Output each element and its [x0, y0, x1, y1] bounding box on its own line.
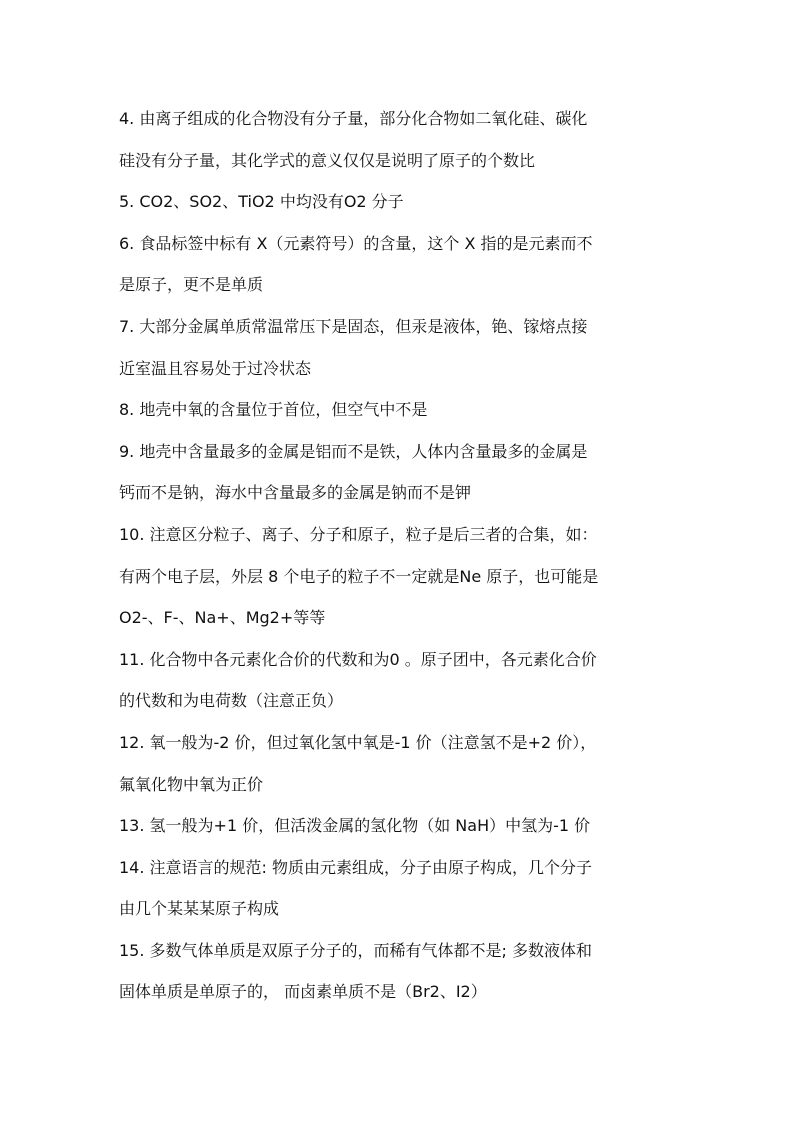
text-line-content: 12. 氧一般为-2 价，但过氧化氢中氧是-1 价（注意氢不是+2 价）， [119, 732, 597, 752]
text-line [119, 312, 685, 354]
text-line [119, 936, 685, 978]
text-line-content: 7. 大部分金属单质常温常压下是固态，但汞是液体，铯、镓熔点接 [119, 316, 588, 336]
text-line-content: 10. 注意区分粒子、离子、分子和原子，粒子是后三者的合集，如： [119, 524, 598, 544]
text-line-content: 15. 多数气体单质是双原子分子的，而稀有气体都不是; 多数液体和 [119, 940, 593, 960]
text-line [119, 770, 685, 812]
text-line-content: 的代数和为电荷数（注意正负） [119, 691, 344, 711]
text-line-content: 6. 食品标签中标有 X（元素符号）的含量，这个 X 指的是元素而不 [119, 233, 593, 253]
text-line-content: 钙而不是钠，海水中含量最多的金属是钠而不是钾 [119, 483, 472, 503]
text-line [119, 977, 685, 1019]
text-line-content: 8. 地壳中氧的含量位于首位，但空气中不是 [119, 400, 428, 420]
text-line-content: O2-、F-、Na+、Mg2+等等 [119, 608, 326, 628]
text-line [119, 146, 685, 188]
text-line-content: 是原子，更不是单质 [119, 275, 264, 295]
text-line [119, 270, 685, 312]
text-line [119, 645, 685, 687]
text-line-content: 5. CO2、SO2、TiO2 中均没有O2 分子 [119, 192, 404, 212]
text-line [119, 478, 685, 520]
text-line [119, 603, 685, 645]
text-line [119, 520, 685, 562]
text-line [119, 104, 685, 146]
text-line-content: 4. 由离子组成的化合物没有分子量，部分化合物如二氧化硅、碳化 [119, 109, 588, 128]
document-body [119, 104, 685, 1019]
text-line [119, 562, 685, 604]
text-line-content: 硅没有分子量，其化学式的意义仅仅是说明了原子的个数比 [119, 150, 536, 170]
text-line-content: 固体单质是单原子的， 而卤素单质不是（Br2、I2） [119, 982, 487, 1002]
text-line-content: 14. 注意语言的规范: 物质由元素组成，分子由原子构成，几个分子 [119, 857, 593, 877]
text-line [119, 437, 685, 479]
text-line-content: 9. 地壳中含量最多的金属是铝而不是铁，人体内含量最多的金属是 [119, 441, 588, 461]
text-line [119, 187, 685, 229]
text-line [119, 894, 685, 936]
text-line [119, 229, 685, 271]
text-line-content: 由几个某某某原子构成 [119, 899, 280, 919]
text-line [119, 395, 685, 437]
text-line-content: 有两个电子层，外层 8 个电子的粒子不一定就是Ne 原子，也可能是 [119, 566, 599, 586]
text-line [119, 354, 685, 396]
text-line-content: 氟氧化物中氧为正价 [119, 774, 264, 794]
text-line [119, 728, 685, 770]
text-line-content: 近室温且容易处于过冷状态 [119, 358, 312, 378]
text-line-content: 13. 氢一般为+1 价，但活泼金属的氢化物（如 NaH）中氢为-1 价 [119, 816, 591, 836]
text-line [119, 853, 685, 895]
text-line [119, 686, 685, 728]
text-line-content: 11. 化合物中各元素化合价的代数和为0 。原子团中，各元素化合价 [119, 649, 597, 669]
text-line [119, 811, 685, 853]
